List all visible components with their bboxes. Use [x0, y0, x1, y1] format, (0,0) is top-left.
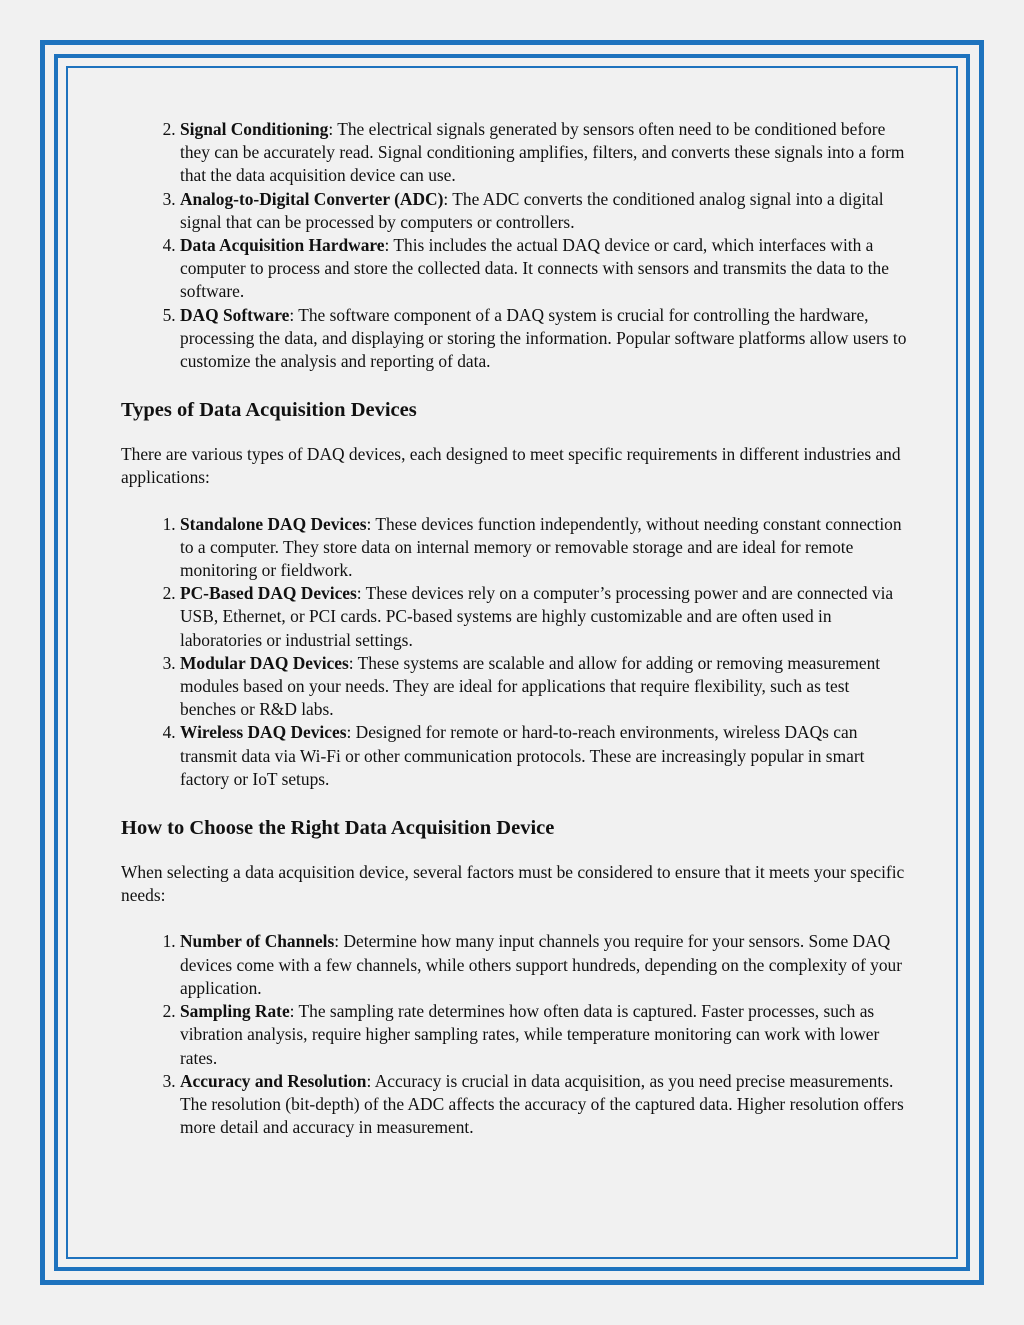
- section-intro-types: There are various types of DAQ devices, each designed to meet specific requirements in different industries and applications:: [121, 444, 901, 488]
- list-item: [180, 1070, 907, 1140]
- list-item: [180, 582, 907, 652]
- list-item-text: : This includes the actual DAQ device or card, which interfaces with a computer to process and store the collected data. It connects with sensors and transmits the data to the software.: [180, 235, 889, 302]
- list-item: [180, 188, 907, 234]
- list-item-term: Modular DAQ Devices: [180, 652, 349, 673]
- list-item-term: Analog-to-Digital Converter (ADC): [180, 188, 444, 209]
- list-item-term: Signal Conditioning: [180, 119, 329, 139]
- list-item-term: Wireless DAQ Devices: [180, 722, 347, 743]
- list-item-text: : Determine how many input channels you require for your sensors. Some DAQ devices come with a few channels, while others support hundreds, depending on the complexity of your application.: [180, 931, 903, 998]
- list-item: [180, 930, 907, 1000]
- list-item-text: : The sampling rate determines how often data is captured. Faster processes, such as vibration analysis, require higher sampling rates, while temperature monitoring can work with lower rates.: [180, 1001, 880, 1068]
- list-item-text: : These devices rely on a computer’s processing power and are connected via USB, Ethernet, or PCI cards. PC-based systems are highly customizable and are often used in laboratories or industrial settings.: [180, 583, 894, 650]
- document-body: [121, 118, 907, 1139]
- types-list: [121, 513, 907, 791]
- list-item-text: : Accuracy is crucial in data acquisition, as you need precise measurements. The resolution (bit-depth) of the ADC affects the accuracy of the captured data. Higher resolution offers more detail and accuracy in measurement.: [180, 1070, 904, 1138]
- list-item: [180, 721, 907, 791]
- list-item-text: : Designed for remote or hard-to-reach environments, wireless DAQs can transmit data via Wi-Fi or other communication protocols. These are increasingly popular in smart factory or IoT setups.: [180, 722, 865, 789]
- list-item-term: Accuracy and Resolution: [180, 1070, 367, 1091]
- list-item-text: : These devices function independently, without needing constant connection to a computer. They store data on internal memory or removable storage and are ideal for remote monitoring or fieldwork.: [180, 513, 902, 581]
- list-item-term: Sampling Rate: [180, 1001, 290, 1022]
- factors-list: [121, 930, 907, 1139]
- list-item-term: PC-Based DAQ Devices: [180, 583, 357, 604]
- section-intro-choose: When selecting a data acquisition device, several factors must be considered to ensure that it meets your specific needs:: [121, 862, 905, 906]
- list-item-text: : The software component of a DAQ system is crucial for controlling the hardware, processing the data, and displaying or storing the information. Popular software platforms allow users to customize the analysis and reporting of data.: [180, 304, 907, 372]
- section-heading-choose: How to Choose the Right Data Acquisition Device: [121, 817, 555, 840]
- list-item: [180, 304, 907, 374]
- list-item-text: : The ADC converts the conditioned analog signal into a digital signal that can be processed by computers or controllers.: [180, 188, 884, 232]
- components-list: [121, 118, 907, 373]
- section-heading-types: Types of Data Acquisition Devices: [121, 399, 417, 422]
- list-item-term: Data Acquisition Hardware: [180, 235, 385, 256]
- list-item-text: : These systems are scalable and allow for adding or removing measurement modules based on your needs. They are ideal for applications that require flexibility, such as test benches or R&D labs.: [180, 652, 881, 720]
- list-item: [180, 513, 907, 583]
- list-item: [180, 234, 907, 304]
- list-item: [180, 1000, 907, 1070]
- list-item: [180, 118, 907, 188]
- list-item-text: : The electrical signals generated by sensors often need to be conditioned before they can be accurately read. Signal conditioning amplifies, filters, and converts these signals into a form that the data acquisition device can use.: [180, 119, 905, 186]
- list-item-term: Number of Channels: [180, 931, 335, 952]
- list-item: [180, 652, 907, 722]
- list-item-term: DAQ Software: [180, 304, 290, 325]
- list-item-term: Standalone DAQ Devices: [180, 513, 367, 534]
